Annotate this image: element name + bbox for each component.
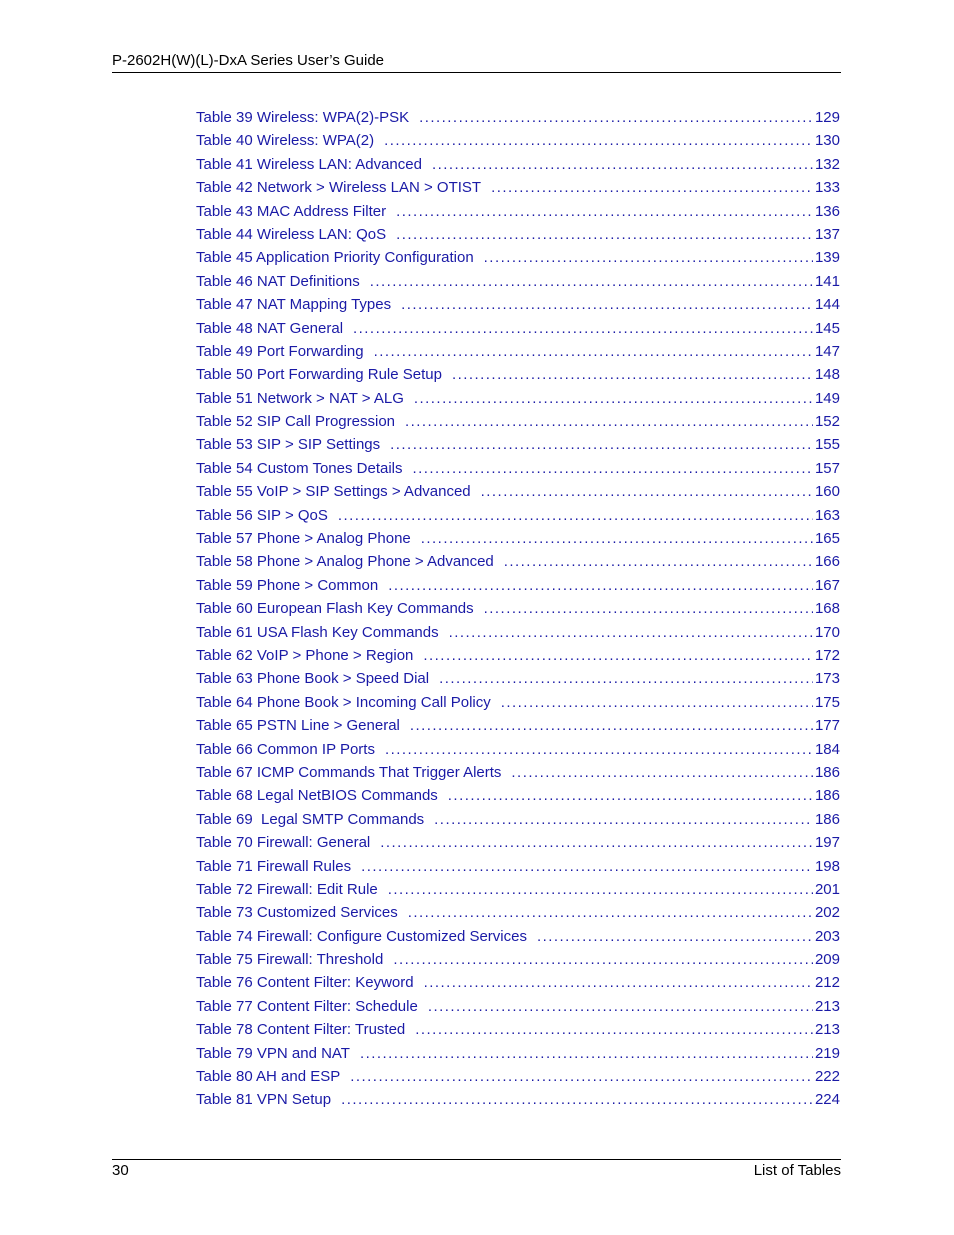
toc-entry-page[interactable]: 129 xyxy=(814,109,840,126)
toc-entry[interactable] xyxy=(196,667,840,690)
toc-entry-page[interactable]: 137 xyxy=(814,225,840,243)
toc-entry-title[interactable]: Table 64 Phone Book > Incoming Call Policy xyxy=(196,693,491,711)
toc-entry-page[interactable]: 212 xyxy=(814,974,840,992)
toc-entry-title[interactable]: Table 77 Content Filter: Schedule xyxy=(196,997,418,1015)
toc-leader-dots xyxy=(385,738,813,761)
toc-entry-page[interactable]: 213 xyxy=(814,997,840,1015)
toc-leader-dots xyxy=(408,901,813,924)
toc-entry-title[interactable]: Table 72 Firewall: Edit Rule xyxy=(196,880,378,898)
section-name: List of Tables xyxy=(753,1162,841,1179)
toc-entry-page[interactable]: 175 xyxy=(814,693,840,711)
list-of-tables xyxy=(196,106,840,1112)
toc-entry-title[interactable]: Table 75 Firewall: Threshold xyxy=(196,951,384,969)
toc-leader-dots xyxy=(481,480,813,503)
toc-entry[interactable] xyxy=(196,480,840,503)
toc-entry-title[interactable]: Table 62 VoIP > Phone > Region xyxy=(196,646,414,664)
toc-entry-title[interactable]: Table 67 ICMP Commands That Trigger Alerts xyxy=(196,763,502,781)
toc-leader-dots xyxy=(396,223,813,246)
toc-entry-title[interactable]: Table 76 Content Filter: Keyword xyxy=(196,974,414,992)
toc-entry-page[interactable]: 133 xyxy=(814,179,840,197)
toc-entry-page[interactable]: 202 xyxy=(814,904,840,922)
toc-leader-dots xyxy=(504,550,813,573)
toc-entry-title[interactable]: Table 65 PSTN Line > General xyxy=(196,717,400,735)
toc-entry-title[interactable]: Table 44 Wireless LAN: QoS xyxy=(196,225,387,243)
toc-entry-title[interactable]: Table 53 SIP > SIP Settings xyxy=(196,436,381,454)
toc-entry-title[interactable]: Table 43 MAC Address Filter xyxy=(196,202,387,220)
toc-entry-title[interactable]: Table 69 Legal SMTP Commands xyxy=(196,810,425,828)
toc-entry-page[interactable]: 224 xyxy=(814,1091,840,1109)
toc-entry-title[interactable]: Table 51 Network > NAT > ALG xyxy=(196,389,404,407)
toc-entry[interactable] xyxy=(196,293,840,316)
toc-entry-page[interactable]: 170 xyxy=(814,623,840,641)
toc-entry-page[interactable]: 155 xyxy=(814,436,840,454)
toc-leader-dots xyxy=(353,317,813,340)
toc-entry[interactable] xyxy=(196,200,840,223)
toc-entry[interactable] xyxy=(196,1042,840,1065)
toc-entry[interactable] xyxy=(196,106,840,129)
toc-entry-title[interactable]: Table 45 Application Priority Configuration xyxy=(196,249,474,267)
toc-entry[interactable] xyxy=(196,784,840,807)
toc-entry-page[interactable]: 152 xyxy=(814,413,840,431)
toc-leader-dots xyxy=(360,1042,813,1065)
toc-entry-page[interactable]: 145 xyxy=(814,319,840,337)
toc-leader-dots xyxy=(423,644,813,667)
toc-entry-page[interactable]: 165 xyxy=(814,530,840,548)
toc-leader-dots xyxy=(439,667,813,690)
toc-entry[interactable] xyxy=(196,901,840,924)
toc-leader-dots xyxy=(410,714,813,737)
toc-entry-title[interactable]: Table 59 Phone > Common xyxy=(196,576,379,594)
toc-entry-page[interactable]: 167 xyxy=(814,576,840,594)
toc-entry[interactable] xyxy=(196,1088,840,1111)
page-footer xyxy=(112,1159,841,1180)
toc-entry-page[interactable]: 148 xyxy=(814,366,840,384)
toc-entry-title[interactable]: Table 81 VPN Setup xyxy=(196,1091,332,1109)
toc-leader-dots xyxy=(341,1088,813,1111)
toc-entry[interactable] xyxy=(196,176,840,199)
toc-leader-dots xyxy=(361,855,813,878)
toc-entry[interactable] xyxy=(196,223,840,246)
toc-entry-page[interactable]: 139 xyxy=(814,249,840,267)
toc-entry[interactable] xyxy=(196,457,840,480)
page-number: 30 xyxy=(112,1162,129,1179)
toc-entry[interactable] xyxy=(196,597,840,620)
toc-entry-page[interactable]: 149 xyxy=(814,389,840,407)
toc-entry-page[interactable]: 130 xyxy=(814,132,840,150)
toc-entry-page[interactable]: 168 xyxy=(814,600,840,618)
toc-leader-dots xyxy=(384,129,813,152)
toc-leader-dots xyxy=(393,948,813,971)
toc-leader-dots xyxy=(421,527,813,550)
toc-leader-dots xyxy=(419,106,813,129)
toc-leader-dots xyxy=(396,200,813,223)
toc-entry-page[interactable]: 197 xyxy=(814,834,840,852)
toc-leader-dots xyxy=(537,925,813,948)
toc-entry-page[interactable]: 141 xyxy=(814,272,840,290)
toc-entry[interactable] xyxy=(196,550,840,573)
toc-entry[interactable] xyxy=(196,948,840,971)
toc-entry-page[interactable]: 177 xyxy=(814,717,840,735)
toc-entry-title[interactable]: Table 46 NAT Definitions xyxy=(196,272,360,290)
toc-entry[interactable] xyxy=(196,433,840,456)
toc-entry-title[interactable]: Table 41 Wireless LAN: Advanced xyxy=(196,155,422,173)
toc-leader-dots xyxy=(491,176,813,199)
toc-leader-dots xyxy=(484,597,813,620)
toc-entry-page[interactable]: 160 xyxy=(814,483,840,501)
toc-entry[interactable] xyxy=(196,246,840,269)
toc-entry-title[interactable]: Table 79 VPN and NAT xyxy=(196,1044,350,1062)
toc-leader-dots xyxy=(338,504,813,527)
toc-entry-title[interactable]: Table 57 Phone > Analog Phone xyxy=(196,530,411,548)
toc-leader-dots xyxy=(511,761,813,784)
toc-entry[interactable] xyxy=(196,387,840,410)
toc-leader-dots xyxy=(414,387,813,410)
toc-entry-title[interactable]: Table 55 VoIP > SIP Settings > Advanced xyxy=(196,483,471,501)
toc-entry-title[interactable]: Table 78 Content Filter: Trusted xyxy=(196,1021,406,1039)
toc-entry[interactable] xyxy=(196,621,840,644)
toc-entry-title[interactable]: Table 68 Legal NetBIOS Commands xyxy=(196,787,438,805)
toc-entry-page[interactable]: 198 xyxy=(814,857,840,875)
toc-leader-dots xyxy=(449,621,813,644)
toc-leader-dots xyxy=(380,831,813,854)
toc-entry-title[interactable]: Table 60 European Flash Key Commands xyxy=(196,600,474,618)
toc-entry-title[interactable]: Table 73 Customized Services xyxy=(196,904,398,922)
toc-entry[interactable] xyxy=(196,971,840,994)
toc-entry-page[interactable]: 201 xyxy=(814,880,840,898)
toc-entry[interactable] xyxy=(196,644,840,667)
toc-entry-title[interactable]: Table 80 AH and ESP xyxy=(196,1068,341,1086)
toc-leader-dots xyxy=(415,1018,813,1041)
toc-leader-dots xyxy=(401,293,813,316)
toc-entry-title[interactable]: Table 71 Firewall Rules xyxy=(196,857,352,875)
toc-entry-title[interactable]: Table 66 Common IP Ports xyxy=(196,740,375,758)
toc-entry-page[interactable]: 186 xyxy=(814,787,840,805)
toc-entry-page[interactable]: 186 xyxy=(814,763,840,781)
toc-entry[interactable] xyxy=(196,691,840,714)
toc-entry-page[interactable]: 219 xyxy=(814,1044,840,1062)
toc-entry-page[interactable]: 132 xyxy=(814,155,840,173)
toc-entry[interactable] xyxy=(196,574,840,597)
toc-leader-dots xyxy=(388,574,813,597)
toc-entry-page[interactable]: 136 xyxy=(814,202,840,220)
toc-leader-dots xyxy=(424,971,813,994)
toc-entry[interactable] xyxy=(196,504,840,527)
toc-entry[interactable] xyxy=(196,761,840,784)
toc-entry-title[interactable]: Table 42 Network > Wireless LAN > OTIST xyxy=(196,179,482,197)
toc-leader-dots xyxy=(432,153,813,176)
toc-entry-page[interactable]: 157 xyxy=(814,459,840,477)
toc-entry[interactable] xyxy=(196,270,840,293)
toc-entry-page[interactable]: 222 xyxy=(814,1068,840,1086)
toc-leader-dots xyxy=(413,457,813,480)
toc-leader-dots xyxy=(428,995,813,1018)
toc-entry[interactable] xyxy=(196,1065,840,1088)
toc-entry-title[interactable]: Table 48 NAT General xyxy=(196,319,344,337)
toc-entry-title[interactable]: Table 52 SIP Call Progression xyxy=(196,413,395,431)
toc-entry-title[interactable]: Table 74 Firewall: Configure Customized Services xyxy=(196,927,527,945)
toc-entry-page[interactable]: 166 xyxy=(814,553,840,571)
toc-entry-page[interactable]: 163 xyxy=(814,506,840,524)
toc-entry[interactable] xyxy=(196,831,840,854)
toc-entry-page[interactable]: 147 xyxy=(814,342,840,360)
toc-leader-dots xyxy=(350,1065,813,1088)
toc-entry-title[interactable]: Table 39 Wireless: WPA(2)-PSK xyxy=(196,109,410,126)
toc-entry-title[interactable]: Table 47 NAT Mapping Types xyxy=(196,296,392,314)
toc-entry[interactable] xyxy=(196,317,840,340)
toc-entry-title[interactable]: Table 56 SIP > QoS xyxy=(196,506,328,524)
toc-entry[interactable] xyxy=(196,1018,840,1041)
toc-entry[interactable] xyxy=(196,855,840,878)
toc-entry[interactable] xyxy=(196,714,840,737)
toc-entry[interactable] xyxy=(196,363,840,386)
toc-entry-title[interactable]: Table 61 USA Flash Key Commands xyxy=(196,623,439,641)
toc-entry[interactable] xyxy=(196,340,840,363)
toc-leader-dots xyxy=(452,363,813,386)
toc-leader-dots xyxy=(501,691,813,714)
toc-entry[interactable] xyxy=(196,808,840,831)
toc-entry[interactable] xyxy=(196,878,840,901)
toc-entry-page[interactable]: 213 xyxy=(814,1021,840,1039)
toc-entry-title[interactable]: Table 70 Firewall: General xyxy=(196,834,371,852)
toc-entry-page[interactable]: 186 xyxy=(814,810,840,828)
toc-entry-title[interactable]: Table 40 Wireless: WPA(2) xyxy=(196,132,375,150)
toc-leader-dots xyxy=(370,270,813,293)
toc-entry[interactable] xyxy=(196,410,840,433)
toc-entry-page[interactable]: 144 xyxy=(814,296,840,314)
toc-entry-title[interactable]: Table 49 Port Forwarding xyxy=(196,342,364,360)
toc-entry-title[interactable]: Table 58 Phone > Analog Phone > Advanced xyxy=(196,553,494,571)
toc-entry[interactable] xyxy=(196,925,840,948)
toc-entry-title[interactable]: Table 50 Port Forwarding Rule Setup xyxy=(196,366,442,384)
toc-entry-title[interactable]: Table 63 Phone Book > Speed Dial xyxy=(196,670,430,688)
toc-leader-dots xyxy=(484,246,813,269)
toc-entry[interactable] xyxy=(196,129,840,152)
guide-title: P-2602H(W)(L)-DxA Series User’s Guide xyxy=(112,52,385,69)
toc-entry-page[interactable]: 172 xyxy=(814,646,840,664)
toc-leader-dots xyxy=(448,784,813,807)
toc-entry[interactable] xyxy=(196,995,840,1018)
toc-entry[interactable] xyxy=(196,153,840,176)
toc-leader-dots xyxy=(434,808,813,831)
page-header xyxy=(112,52,841,73)
toc-entry-page[interactable]: 184 xyxy=(814,740,840,758)
toc-entry[interactable] xyxy=(196,738,840,761)
toc-entry-page[interactable]: 209 xyxy=(814,951,840,969)
toc-leader-dots xyxy=(390,433,813,456)
toc-entry-page[interactable]: 173 xyxy=(814,670,840,688)
toc-entry[interactable] xyxy=(196,527,840,550)
toc-entry-title[interactable]: Table 54 Custom Tones Details xyxy=(196,459,403,477)
toc-leader-dots xyxy=(388,878,813,901)
toc-leader-dots xyxy=(405,410,813,433)
toc-entry-page[interactable]: 203 xyxy=(814,927,840,945)
toc-leader-dots xyxy=(374,340,813,363)
